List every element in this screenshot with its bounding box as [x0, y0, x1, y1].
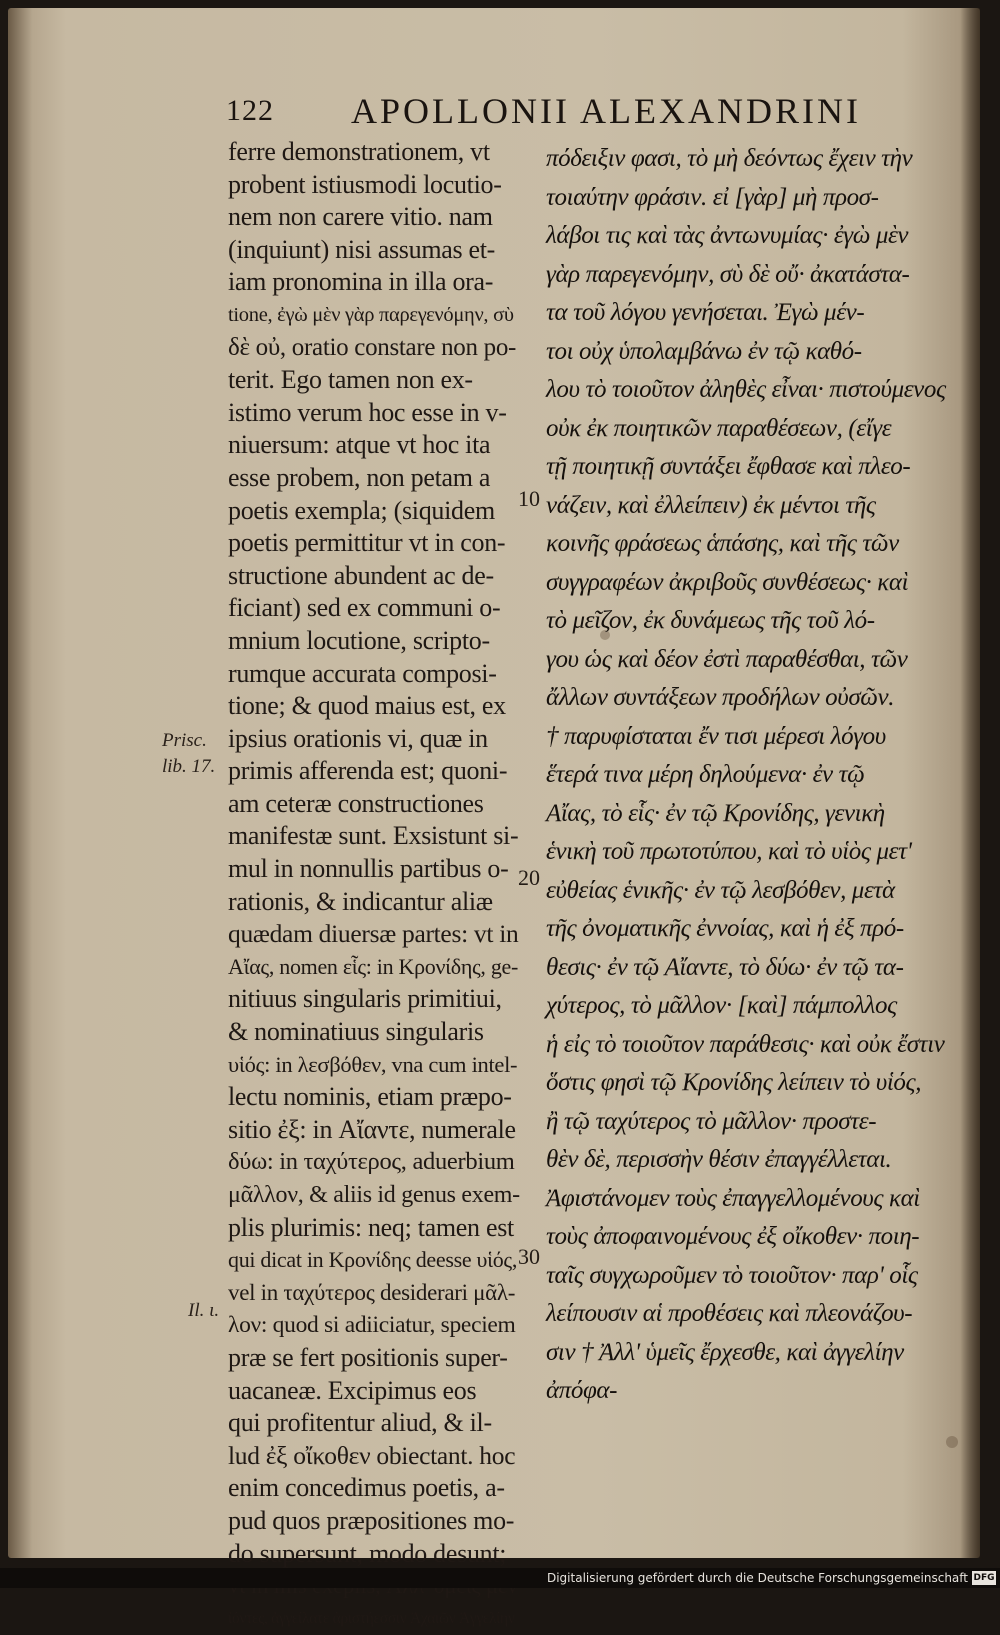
running-head: APOLLONII ALEXANDRINI [351, 91, 861, 131]
greek-text-line: συγγραφέων ἀκριβοῦς συνθέσεως· καὶ [546, 568, 909, 596]
greek-text-line: ἢ τῷ ταχύτερος τὸ μᾶλλον· προστε- [546, 1107, 877, 1135]
margin-note-prisc: Prisc. [162, 730, 207, 751]
latin-text-line: vel in ταχύτερος desiderari μᾶλ- [228, 1279, 516, 1305]
latin-text-line: pud quos præpositiones mo- [228, 1505, 515, 1535]
greek-text-line: κοινῆς φράσεως ἁπάσης, καὶ τῆς τῶν [546, 530, 899, 557]
greek-text-line: Αἴας, τὸ εἷς· ἐν τῷ Κρονίδης, γενικὴ [546, 799, 885, 827]
line-number-20: 20 [518, 865, 540, 890]
latin-text-line: iam pronomina in illa ora- [228, 267, 494, 297]
greek-text-line: λείπουσιν αἱ προθέσεις καὶ πλεονάζου- [546, 1300, 913, 1327]
latin-text-line: mul in nonnullis partibus o- [228, 854, 509, 884]
greek-text-line: πόδειξιν φασι, τὸ μὴ δεόντως ἔχειν τὴν [546, 145, 913, 172]
greek-text-line: ταῖς συγχωροῦμεν τὸ τοιοῦτον· παρ' οἷς [546, 1261, 918, 1289]
latin-text-line: δὲ οὐ, oratio constare non po- [228, 333, 517, 361]
latin-text-line: do supersunt, modo desunt; [228, 1538, 507, 1568]
latin-text-line: lectu nominis, etiam præpo- [228, 1082, 512, 1112]
latin-text-line: (inquiunt) nisi assumas et- [228, 234, 496, 264]
greek-text-line: ἀπόφα- [546, 1377, 618, 1404]
latin-text-line: lud ἐξ οἴκοθεν obiectant. hoc [228, 1440, 516, 1470]
greek-text-line: νάζειν, καὶ ἐλλείπειν) ἐκ μέντοι τῆς [546, 491, 876, 519]
greek-text-line: λου τὸ τοιοῦτον ἀληθὲς εἶναι· πιστούμενος [546, 376, 946, 403]
greek-text-line: τοὺς ἀποφαινομένους ἐξ οἴκοθεν· ποιη- [546, 1223, 920, 1250]
latin-text-line: plis plurimis: neq; tamen est [228, 1212, 514, 1242]
ink-stain [946, 1436, 958, 1448]
greek-text-line: τὸ μεῖζον, ἐκ δυνάμεως τῆς τοῦ λό- [546, 607, 875, 634]
latin-text-line: tione, ἐγὼ μὲν γὰρ παρεγενόμην, σὺ [228, 303, 514, 326]
latin-text-line: nem non carere vitio. nam [228, 202, 493, 232]
greek-text-line: θεσις· ἐν τῷ Αἴαντε, τὸ δύω· ἐν τῷ τα- [546, 953, 904, 981]
greek-text-line: γὰρ παρεγενόμην, σὺ δὲ οὔ· ἀκατάστα- [546, 260, 910, 288]
greek-text-line: ἑνικὴ τοῦ πρωτοτύπου, καὶ τὸ υἱὸς μετ' [546, 838, 912, 865]
latin-text-line: primis afferenda est; quoni- [228, 756, 508, 786]
greek-text-line: θὲν δὲ, περισσὴν θέσιν ἐπαγγέλλεται. [546, 1146, 892, 1173]
margin-note-il: Il. ι. [188, 1300, 220, 1321]
line-number-10: 10 [518, 486, 540, 511]
latin-text-line: mnium locutione, scripto- [228, 625, 490, 655]
latin-text-line: qui dicat in Κρονίδης deesse υἱός, [228, 1247, 518, 1273]
latin-text-line: qui profitentur aliud, & il- [228, 1408, 492, 1438]
latin-text-line: ficiant) sed ex communi o- [228, 593, 501, 623]
latin-text-line: esse probem, non petam a [228, 462, 491, 492]
latin-text-line: ipsius orationis vi, quæ in [228, 723, 488, 753]
latin-text-line: Αἴας, nomen εἷς: in Κρονίδης, ge- [228, 953, 519, 979]
page-number: 122 [226, 94, 274, 127]
footer-credit: Digitalisierung gefördert durch die Deutsche Forschungsgemeinschaft [546, 1571, 968, 1585]
greek-text-line: σιν † Ἀλλ' ὑμεῖς ἔρχεσθε, καὶ ἀγγελίην [546, 1338, 904, 1366]
greek-text-line: οὐκ ἐκ ποιητικῶν παραθέσεων, (εἴγε [546, 414, 892, 442]
footer-bar [0, 1568, 1000, 1588]
greek-text-line: λάβοι τις καὶ τὰς ἀντωνυμίας· ἐγὼ μὲν [546, 222, 909, 249]
greek-text-line: ὅστις φησὶ τῷ Κρονίδης λείπειν τὸ υἱός, [546, 1069, 922, 1096]
latin-text-line: rationis, & indicantur aliæ [228, 886, 493, 916]
latin-text-line: enim concedimus poetis, a- [228, 1473, 505, 1503]
latin-text-line: μᾶλλον, & aliis id genus exem- [228, 1182, 520, 1208]
latin-text-line: uacaneæ. Excipimus eos [228, 1375, 477, 1405]
latin-text-line: præ se fert positionis super- [228, 1342, 508, 1372]
greek-column [546, 140, 971, 1411]
latin-text-line: ferre demonstrationem, vt [228, 137, 490, 166]
greek-text-line: τῆς ὀνοματικῆς ἐννοίας, καὶ ἡ ἐξ πρό- [546, 915, 904, 942]
latin-text-line: δύω: in ταχύτερος, aduerbium [228, 1148, 515, 1176]
greek-text-line: τοιαύτην φράσιν. εἰ [γὰρ] μὴ προσ- [546, 183, 879, 211]
greek-text-line: ἕτερά τινα μέρη δηλούμενα· ἐν τῷ [546, 761, 865, 788]
greek-text-line: Ἀφιστάνομεν τοὺς ἐπαγγελλομένους καὶ [546, 1184, 920, 1212]
latin-text-line: poetis exempla; (siquidem [228, 495, 495, 525]
greek-text-line: γου ὡς καὶ δέον ἐστὶ παραθέσθαι, τῶν [546, 645, 908, 673]
latin-column [228, 136, 520, 1635]
latin-text-line: poetis permittitur vt in con- [228, 528, 506, 558]
greek-text-line: τα τοῦ λόγου γενήσεται. Ἐγὼ μέν- [546, 299, 865, 326]
latin-text-line: istimo verum hoc esse in v- [228, 397, 507, 427]
greek-text-line: τοι οὐχ ὑπολαμβάνω ἐν τῷ καθό- [546, 337, 862, 365]
latin-text-line: nitiuus singularis primitiui, [228, 984, 502, 1014]
latin-text-line: ἰόντες, ἀγγείλατε ἀριστήεσσιν Ἀχαιῶν Ἀγγελίην [228, 1609, 515, 1627]
latin-text-line: probent istiusmodi locutio- [228, 169, 502, 199]
greek-text-line: εὐθείας ἑνικῆς· ἐν τῷ λεσβόθεν, μετὰ [546, 876, 895, 904]
latin-text-line: & nominatiuus singularis [228, 1017, 484, 1047]
dfg-logo: DFG [973, 1573, 995, 1583]
latin-text-line: manifestæ sunt. Exsistunt si- [228, 821, 519, 851]
latin-text-line: sitio ἐξ: in Αἴαντε, numerale [228, 1114, 516, 1144]
latin-text-line: λον: quod si adiiciatur, speciem [228, 1312, 516, 1339]
latin-text-line: υἱός: in λεσβόθεν, vna cum intel- [228, 1051, 518, 1077]
latin-text-line: structione abundent ac de- [228, 560, 494, 590]
margin-note-lib: lib. 17. [162, 756, 216, 777]
latin-text-line: am ceteræ constructiones [228, 788, 484, 818]
line-number-30: 30 [518, 1244, 540, 1269]
latin-text-line: tione; & quod maius est, ex [228, 691, 506, 721]
latin-text-line: terit. Ego tamen non ex- [228, 365, 473, 395]
greek-text-line: † παρυφίσταται ἔν τισι μέρεσι λόγου [546, 722, 886, 750]
latin-text-line: niuersum: atque vt hoc ita [228, 430, 491, 460]
greek-text-line: ἄλλων συντάξεων προδήλων οὐσῶν. [546, 684, 895, 711]
latin-text-line: quædam diuersæ partes: vt in [228, 919, 519, 949]
latin-text-line: rumque accurata composi- [228, 658, 497, 688]
greek-text-line: ἡ εἰς τὸ τοιοῦτον παράθεσις· καὶ οὐκ ἔστιν [546, 1030, 945, 1058]
greek-text-line: χύτερος, τὸ μᾶλλον· [καὶ] πάμπολλος [546, 992, 897, 1019]
greek-text-line: τῇ ποιητικῇ συντάξει ἔφθασε καὶ πλεο- [546, 453, 911, 480]
page-header [226, 90, 966, 130]
